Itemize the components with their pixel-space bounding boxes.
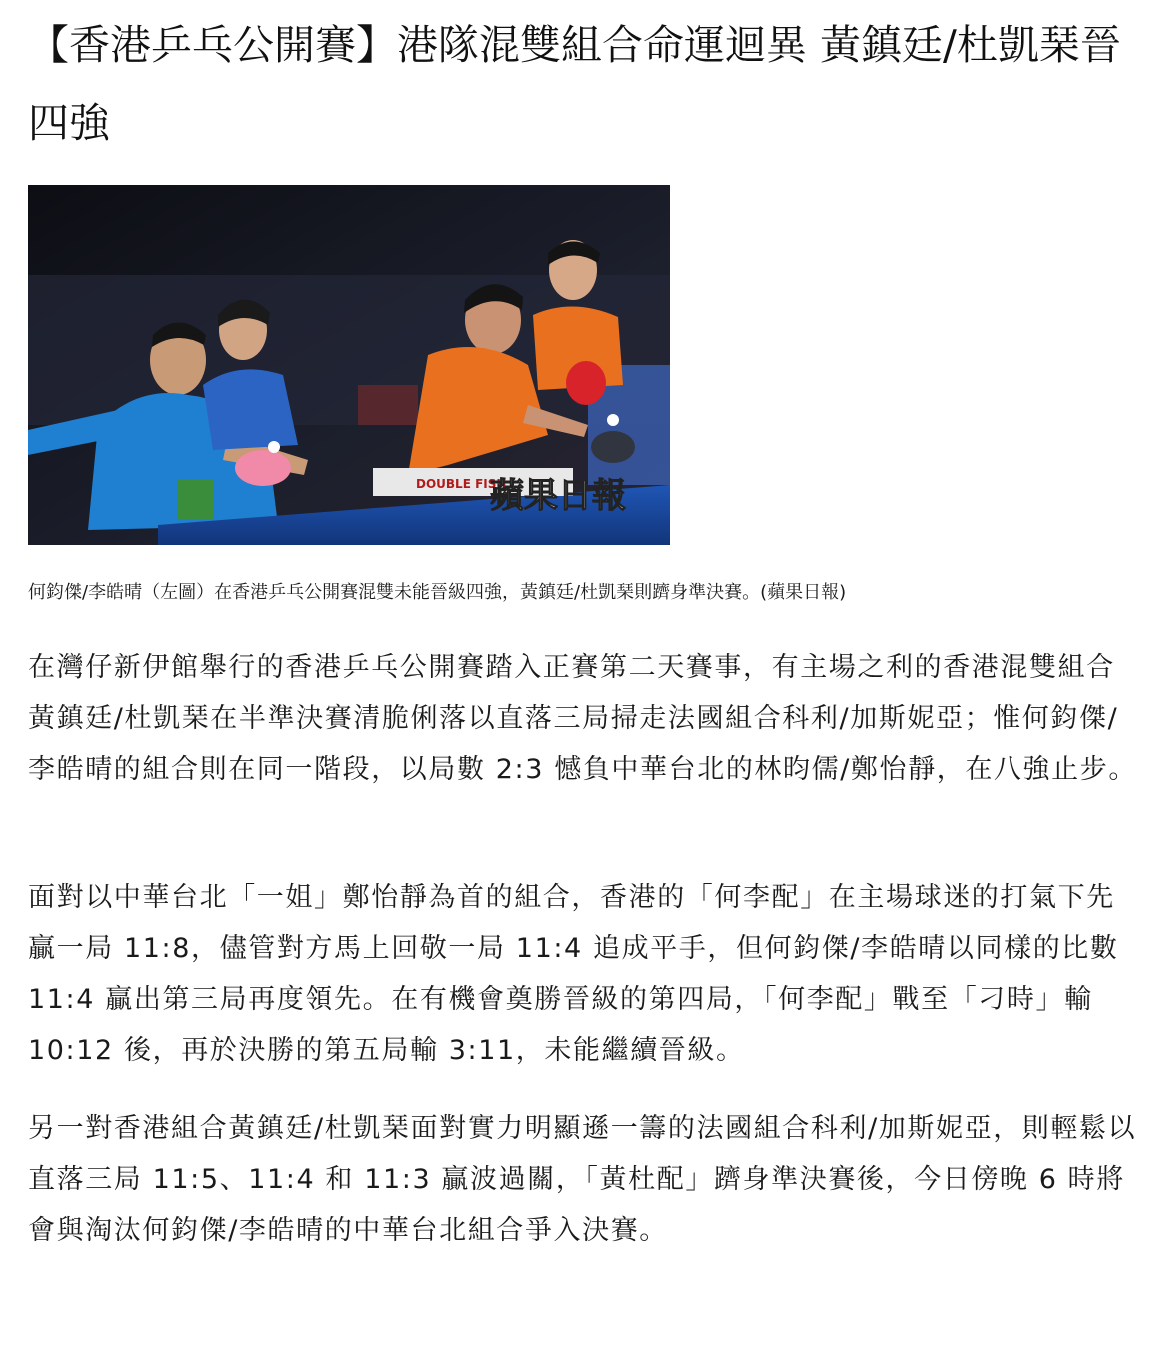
ball-icon-2 — [607, 414, 619, 426]
photo-caption: 何鈞傑/李皓晴（左圖）在香港乒乓公開賽混雙未能晉級四強，黃鎮廷/杜凱琹則躋身準決賽。(蘋果日報) — [28, 582, 847, 603]
article-title: 【香港乒乓公開賽】港隊混雙組合命運迴異 黃鎮廷/杜凱琹晉四強 — [28, 21, 1121, 147]
photo-watermark: 蘋果日報 — [490, 476, 626, 516]
paddle-black-icon — [591, 431, 635, 463]
article-photo — [28, 185, 670, 545]
paragraph-1: 在灣仔新伊館舉行的香港乒乓公開賽踏入正賽第二天賽事，有主場之利的香港混雙組合黃鎮廷/杜凱琹在半準決賽清脆俐落以直落三局掃走法國組合科利/加斯妮亞；惟何鈞傑/李皓晴的組合則在同一階段，以局數 2:3 憾負中華台北的林昀儒/鄭怡靜，在八強止步。 — [28, 652, 1137, 785]
sponsor-board — [178, 480, 214, 520]
ball-icon — [268, 441, 280, 453]
paddle-red-icon — [566, 361, 606, 405]
paragraph-3: 另一對香港組合黃鎮廷/杜凱琹面對實力明顯遜一籌的法國組合科利/加斯妮亞，則輕鬆以直落三局 11:5、11:4 和 11:3 贏波過關，「黃杜配」躋身準決賽後，今日傍晚 6 時將會與淘汰何鈞傑/李皓晴的中華台北組合爭入決賽。 — [28, 1113, 1137, 1246]
paragraph-2: 面對以中華台北「一姐」鄭怡靜為首的組合，香港的「何李配」在主場球迷的打氣下先贏一局 11:8，儘管對方馬上回敬一局 11:4 追成平手，但何鈞傑/李皓晴以同樣的比數 11:4 贏出第三局再度領先。在有機會奠勝晉級的第四局，「何李配」戰至「刁時」輸 10:12 後，再於決勝的第五局輸 3:11，未能繼續晉級。 — [28, 882, 1119, 1066]
table-brand: DOUBLE FISH — [416, 477, 507, 491]
paddle-pink-icon — [235, 450, 291, 486]
